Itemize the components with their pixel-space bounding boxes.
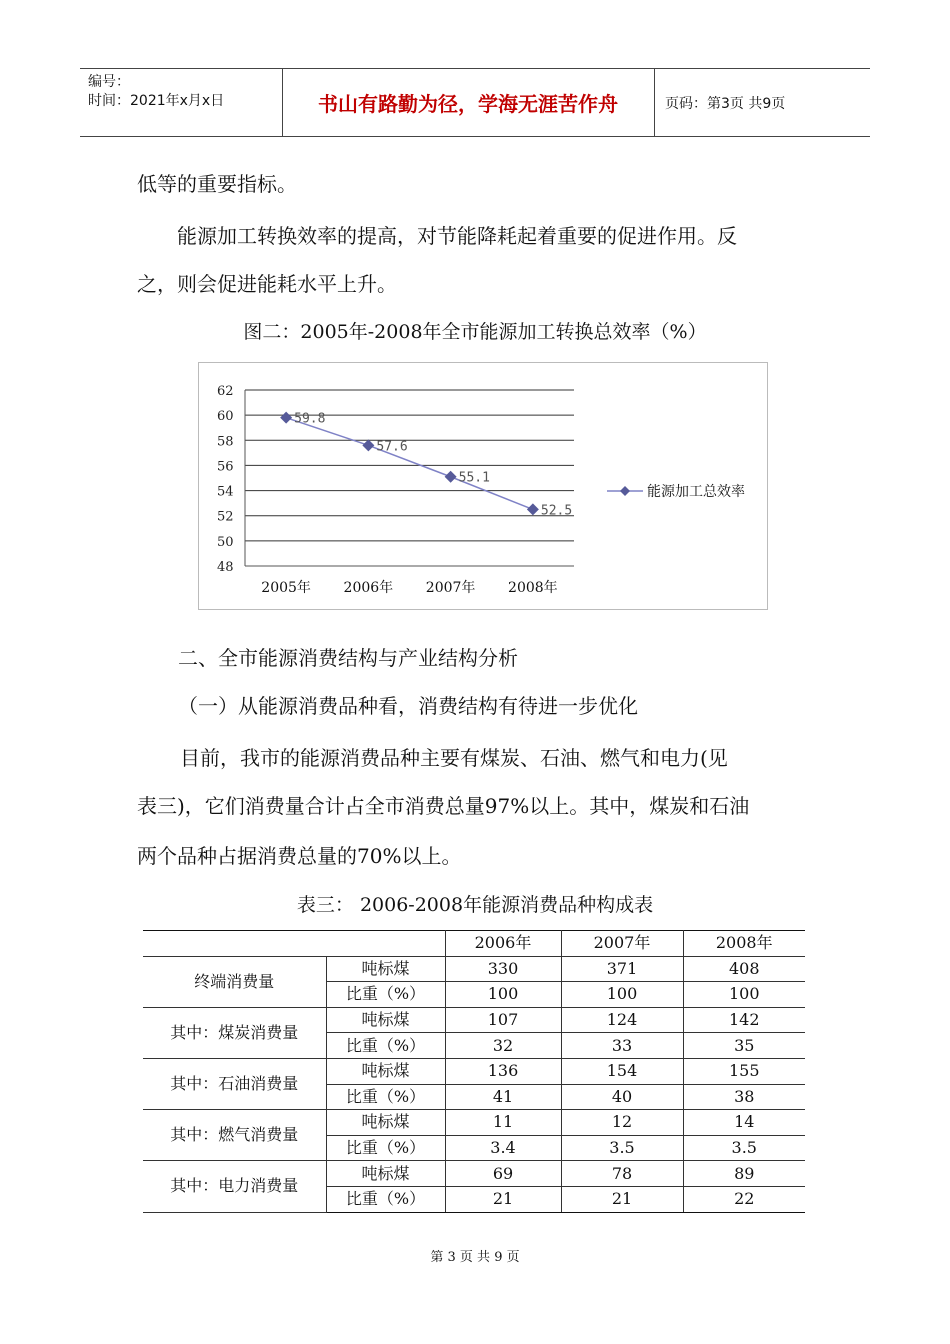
subsection-heading: （一）从能源消费品种看，消费结构有待进一步优化	[178, 694, 638, 718]
table-value-cell: 408	[683, 956, 805, 982]
paragraph: 低等的重要指标。	[137, 172, 297, 196]
table-row	[143, 1110, 805, 1136]
table-value-cell: 100	[445, 982, 561, 1008]
table-value-cell: 78	[561, 1161, 683, 1187]
chart-x-tick-label: 2005年	[261, 580, 311, 596]
chart-data-point	[362, 439, 374, 451]
table-value-cell: 38	[683, 1084, 805, 1110]
efficiency-chart	[198, 362, 768, 610]
table-group-label: 其中：燃气消费量	[143, 1110, 326, 1161]
paragraph: 表三)，它们消费量合计占全市消费总量97%以上。其中，煤炭和石油	[137, 794, 750, 818]
chart-y-tick-label: 60	[217, 409, 234, 425]
table-value-cell: 107	[445, 1007, 561, 1033]
table-value-cell: 3.5	[683, 1135, 805, 1161]
page-footer: 第 3 页 共 9 页	[430, 1250, 520, 1265]
table-unit-cell: 比重（%）	[326, 1186, 445, 1212]
table-value-cell: 155	[683, 1058, 805, 1084]
chart-legend-label: 能源加工总效率	[647, 484, 745, 500]
table-unit-cell: 比重（%）	[326, 1084, 445, 1110]
table-value-cell: 142	[683, 1007, 805, 1033]
table-group-label: 其中：电力消费量	[143, 1161, 326, 1212]
header-time: 时间：2021年x月x日	[88, 93, 225, 109]
table-row	[143, 1161, 805, 1187]
table-unit-cell: 吨标煤	[326, 956, 445, 982]
chart-data-point	[445, 471, 457, 483]
table-unit-cell: 吨标煤	[326, 1058, 445, 1084]
table-value-cell: 21	[445, 1186, 561, 1212]
table-unit-cell: 比重（%）	[326, 1033, 445, 1059]
table-value-cell: 69	[445, 1161, 561, 1187]
table-value-cell: 154	[561, 1058, 683, 1084]
table-year-header: 2006年	[445, 931, 561, 957]
chart-caption: 图二：2005年-2008年全市能源加工转换总效率（%）	[243, 321, 707, 343]
chart-data-label: 52.5	[540, 503, 573, 519]
table-value-cell: 22	[683, 1186, 805, 1212]
header-meta	[88, 73, 224, 111]
chart-legend-marker	[620, 486, 630, 496]
paragraph: 目前，我市的能源消费品种主要有煤炭、石油、燃气和电力(见	[180, 746, 728, 770]
table-body	[143, 931, 805, 1213]
table-value-cell: 33	[561, 1033, 683, 1059]
chart-y-tick-label: 56	[217, 459, 234, 475]
table-value-cell: 100	[683, 982, 805, 1008]
table-year-header: 2008年	[683, 931, 805, 957]
table-value-cell: 12	[561, 1110, 683, 1136]
chart-x-tick-label: 2008年	[508, 580, 558, 596]
chart-data-label: 57.6	[376, 439, 408, 455]
table-value-cell: 100	[561, 982, 683, 1008]
table-group-label: 其中：石油消费量	[143, 1058, 326, 1109]
table-value-cell: 371	[561, 956, 683, 982]
header-page-number: 页码：第3页 共9页	[665, 95, 786, 112]
table-value-cell: 32	[445, 1033, 561, 1059]
table-caption: 表三： 2006-2008年能源消费品种构成表	[296, 894, 654, 916]
paragraph: 能源加工转换效率的提高，对节能降耗起着重要的促进作用。反	[177, 224, 737, 248]
chart-series-line	[286, 418, 533, 510]
table-year-header: 2007年	[561, 931, 683, 957]
table-group-label: 终端消费量	[143, 956, 326, 1007]
table-value-cell: 124	[561, 1007, 683, 1033]
table-value-cell: 35	[683, 1033, 805, 1059]
table-corner-cell	[143, 931, 445, 957]
paragraph: 两个品种占据消费总量的70%以上。	[137, 844, 462, 868]
chart-y-tick-label: 50	[217, 534, 234, 550]
table-value-cell: 136	[445, 1058, 561, 1084]
table-header-row	[143, 931, 805, 957]
table-value-cell: 41	[445, 1084, 561, 1110]
chart-data-label: 55.1	[458, 470, 490, 486]
table-value-cell: 3.5	[561, 1135, 683, 1161]
table-value-cell: 89	[683, 1161, 805, 1187]
chart-y-tick-label: 58	[217, 434, 234, 450]
chart-data-point	[280, 412, 292, 424]
energy-consumption-table	[143, 930, 805, 1213]
chart-x-tick-label: 2007年	[425, 580, 476, 596]
chart-y-tick-label: 48	[217, 560, 234, 575]
table-row	[143, 956, 805, 982]
page-header	[80, 68, 870, 137]
chart-data-label: 59.8	[294, 411, 326, 427]
chart-x-tick-label: 2006年	[343, 580, 394, 596]
table-unit-cell: 吨标煤	[326, 1007, 445, 1033]
table-row	[143, 1058, 805, 1084]
table-value-cell: 14	[683, 1110, 805, 1136]
chart-canvas	[199, 363, 767, 609]
header-divider	[654, 69, 655, 136]
chart-y-tick-label: 52	[217, 509, 234, 525]
table-unit-cell: 吨标煤	[326, 1110, 445, 1136]
table-value-cell: 40	[561, 1084, 683, 1110]
table-value-cell: 11	[445, 1110, 561, 1136]
table-row	[143, 1007, 805, 1033]
header-motto: 书山有路勤为径，学海无涯苦作舟	[318, 92, 618, 116]
table-group-label: 其中：煤炭消费量	[143, 1007, 326, 1058]
table-unit-cell: 比重（%）	[326, 1135, 445, 1161]
chart-data-point	[527, 503, 539, 515]
table-unit-cell: 吨标煤	[326, 1161, 445, 1187]
table-value-cell: 3.4	[445, 1135, 561, 1161]
table-value-cell: 330	[445, 956, 561, 982]
chart-y-tick-label: 54	[217, 484, 234, 500]
chart-y-tick-label: 62	[217, 384, 234, 399]
table-value-cell: 21	[561, 1186, 683, 1212]
paragraph: 之，则会促进能耗水平上升。	[137, 272, 397, 296]
header-number: 编号：	[88, 74, 130, 90]
table-unit-cell: 比重（%）	[326, 982, 445, 1008]
section-heading: 二、全市能源消费结构与产业结构分析	[178, 646, 518, 670]
